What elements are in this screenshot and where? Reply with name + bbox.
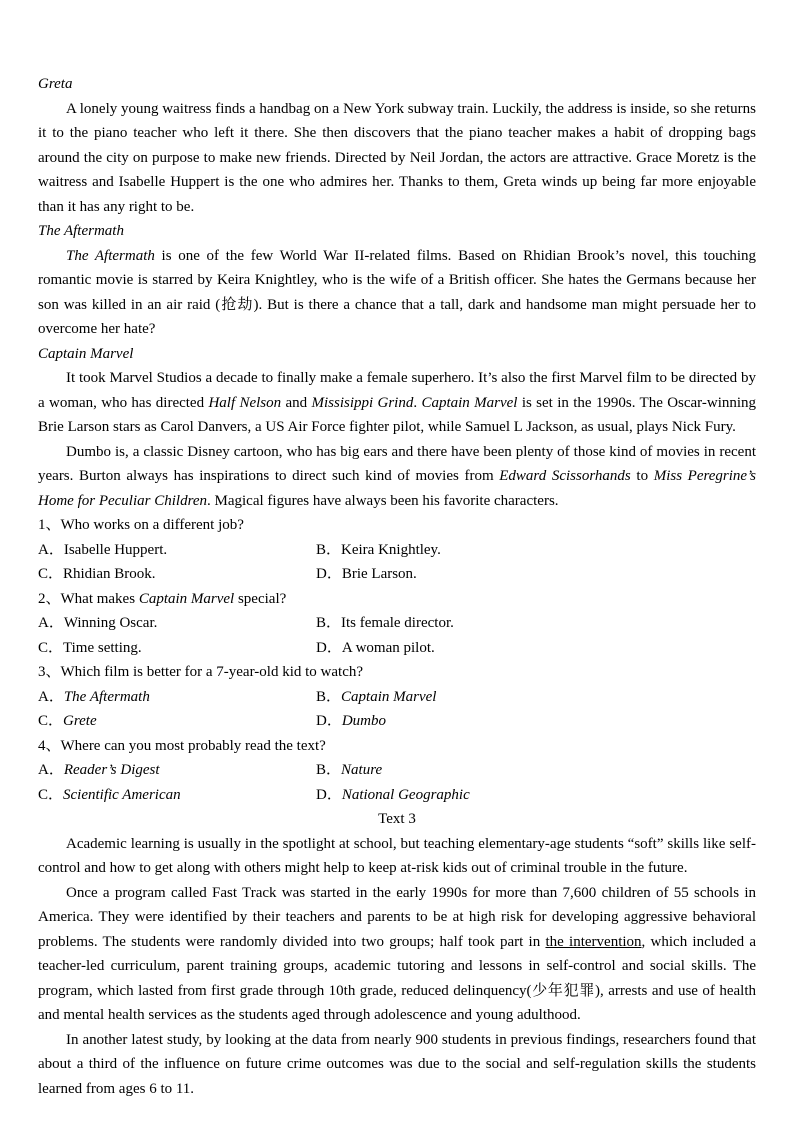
option-row — [38, 758, 756, 783]
option-row — [38, 538, 756, 563]
option-cell — [38, 538, 316, 563]
text-segment: A．Winning Oscar. — [38, 615, 158, 631]
paragraph — [38, 244, 756, 342]
text-segment: C． — [38, 786, 64, 803]
question-text — [38, 587, 756, 612]
option-cell — [316, 611, 756, 636]
text-segment: and — [281, 394, 312, 411]
text-segment: Reader’s Digest — [63, 762, 160, 778]
option-cell — [316, 636, 756, 661]
option-cell — [316, 758, 756, 783]
text-segment: C． — [38, 713, 64, 729]
text-segment: is one of the few World War II-related films. Based on Rhidian Brook’s novel, this touching romantic movie is starred by Keira Knightley, who is the wife of a British officer. She hates the Germans because her son was killed in an air raid (抢劫). But is there a chance that a tall, dark and handsome man might persuade her to overcome her hate? — [38, 247, 756, 337]
text-segment: D． — [316, 786, 342, 803]
text-segment: The Aftermath — [66, 247, 155, 264]
paragraph — [38, 881, 756, 1028]
paragraph — [38, 832, 756, 881]
text-segment: A． — [38, 688, 64, 705]
text-segment: 2、What makes — [38, 590, 139, 607]
paragraph — [38, 1028, 756, 1102]
paragraph — [38, 366, 756, 440]
text-segment: Captain Marvel — [38, 345, 134, 362]
text-segment: Miss Peregrine’s Home for Peculiar Children — [38, 468, 756, 509]
text-segment: Captain Marvel — [341, 688, 437, 705]
text-segment: 3、Which film is better for a 7-year-old kid to watch? — [38, 664, 364, 680]
text-segment: B．Its female director. — [316, 615, 454, 631]
question-text — [38, 513, 756, 538]
text-segment: Text 3 — [378, 811, 416, 827]
text-segment: Once a program called Fast Track was started in the early 1990s for more than 7,600 children of 55 schools in America. They were identified by their teachers and parents to be at high risk for developing aggressive behavioral problems. The students were randomly divided into two groups; half took part in — [38, 884, 756, 950]
section-title — [38, 807, 756, 832]
option-row — [38, 611, 756, 636]
document-body — [38, 72, 756, 1101]
text-segment: The Aftermath — [63, 688, 150, 705]
text-segment: C．Rhidian Brook. — [38, 566, 156, 582]
text-segment: 1、Who works on a different job? — [38, 517, 244, 533]
text-segment: is set in the 1990s. The Oscar-winning Brie Larson stars as Carol Danvers, a US Air Force fighter pilot, while Samuel L Jackson, as usual, plays Nick Fury. — [38, 394, 757, 435]
text-segment: special? — [234, 590, 287, 607]
text-segment: Dumbo is, a classic Disney cartoon, who has big ears and there have been plenty of those kind of movies in recent years. Burton always has inspirations to direct such kind of movies from — [38, 443, 756, 484]
paragraph — [38, 440, 756, 514]
text-segment: A． — [38, 762, 64, 778]
text-segment: Greta — [38, 76, 73, 92]
option-cell — [316, 538, 756, 563]
text-segment: Nature — [341, 762, 383, 778]
text-segment: The Aftermath — [38, 223, 124, 239]
option-row — [38, 562, 756, 587]
option-row — [38, 709, 756, 734]
option-cell — [38, 685, 316, 710]
text-segment: C．Time setting. — [38, 639, 142, 656]
text-segment: National Geographic — [341, 786, 470, 803]
text-segment: , which included a teacher-led curriculum, parent training groups, academic tutoring and lessons in self-control and social skills. The program, which lasted from first grade through 10th grade, reduced delinquency(少年犯罪), arrests and use of health and mental health services as the students aged through adolescence and young adulthood. — [38, 933, 756, 1023]
question-text — [38, 660, 756, 685]
text-segment: B． — [316, 688, 342, 705]
text-segment: . Magical figures have always been his favorite characters. — [207, 492, 559, 509]
text-segment: . — [413, 394, 422, 411]
text-segment: In another latest study, by looking at the data from nearly 900 students in previous findings, researchers found that about a third of the influence on future crime outcomes was due to the social and self-regulation skills the students learned from ages 6 to 11. — [38, 1031, 756, 1097]
option-cell — [316, 562, 756, 587]
option-cell — [316, 685, 756, 710]
text-segment: A．Isabelle Huppert. — [38, 541, 168, 558]
option-row — [38, 685, 756, 710]
option-cell — [316, 709, 756, 734]
text-segment: D．Brie Larson. — [316, 566, 417, 582]
text-segment: B． — [316, 762, 342, 778]
option-cell — [38, 783, 316, 808]
section-heading — [38, 219, 756, 244]
text-segment: D．A woman pilot. — [316, 639, 435, 656]
option-cell — [316, 783, 756, 808]
text-segment: Half Nelson — [208, 394, 282, 411]
text-segment: It took Marvel Studios a decade to finally make a female superhero. It’s also the first Marvel film to be directed by a woman, who has directed — [38, 370, 756, 411]
text-segment: Missisippi Grind — [311, 394, 414, 411]
option-cell — [38, 758, 316, 783]
option-row — [38, 636, 756, 661]
text-segment: B．Keira Knightley. — [316, 541, 441, 558]
option-row — [38, 783, 756, 808]
option-cell — [38, 636, 316, 661]
paragraph — [38, 97, 756, 220]
text-segment: D． — [316, 713, 342, 729]
text-segment: Scientific American — [63, 786, 181, 803]
text-segment: the intervention — [545, 933, 642, 950]
section-heading — [38, 342, 756, 367]
text-segment: to — [630, 468, 654, 484]
option-cell — [38, 611, 316, 636]
text-segment: Dumbo — [341, 713, 387, 729]
text-segment: Captain Marvel — [138, 590, 235, 607]
text-segment: Captain Marvel — [421, 394, 518, 411]
option-cell — [38, 709, 316, 734]
section-heading — [38, 72, 756, 97]
text-segment: A lonely young waitress finds a handbag on a New York subway train. Luckily, the address is inside, so she returns it to the piano teacher who left it there. She then discovers that the piano teacher makes a habit of dropping bags around the city on purpose to make new friends. Directed by Neil Jordan, the actors are attractive. Grace Moretz is the waitress and Isabelle Huppert is the one who admires her. Thanks to them, Greta winds up being far more enjoyable than it has any right to be. — [38, 100, 756, 215]
option-cell — [38, 562, 316, 587]
text-segment: Edward Scissorhands — [499, 468, 631, 484]
question-text — [38, 734, 756, 759]
text-segment: Grete — [63, 713, 97, 729]
text-segment: Academic learning is usually in the spotlight at school, but teaching elementary-age students “soft” skills like self-control and how to get along with others might help to keep at-risk kids out of criminal trouble in the future. — [38, 835, 756, 876]
text-segment: 4、Where can you most probably read the text? — [38, 737, 326, 754]
